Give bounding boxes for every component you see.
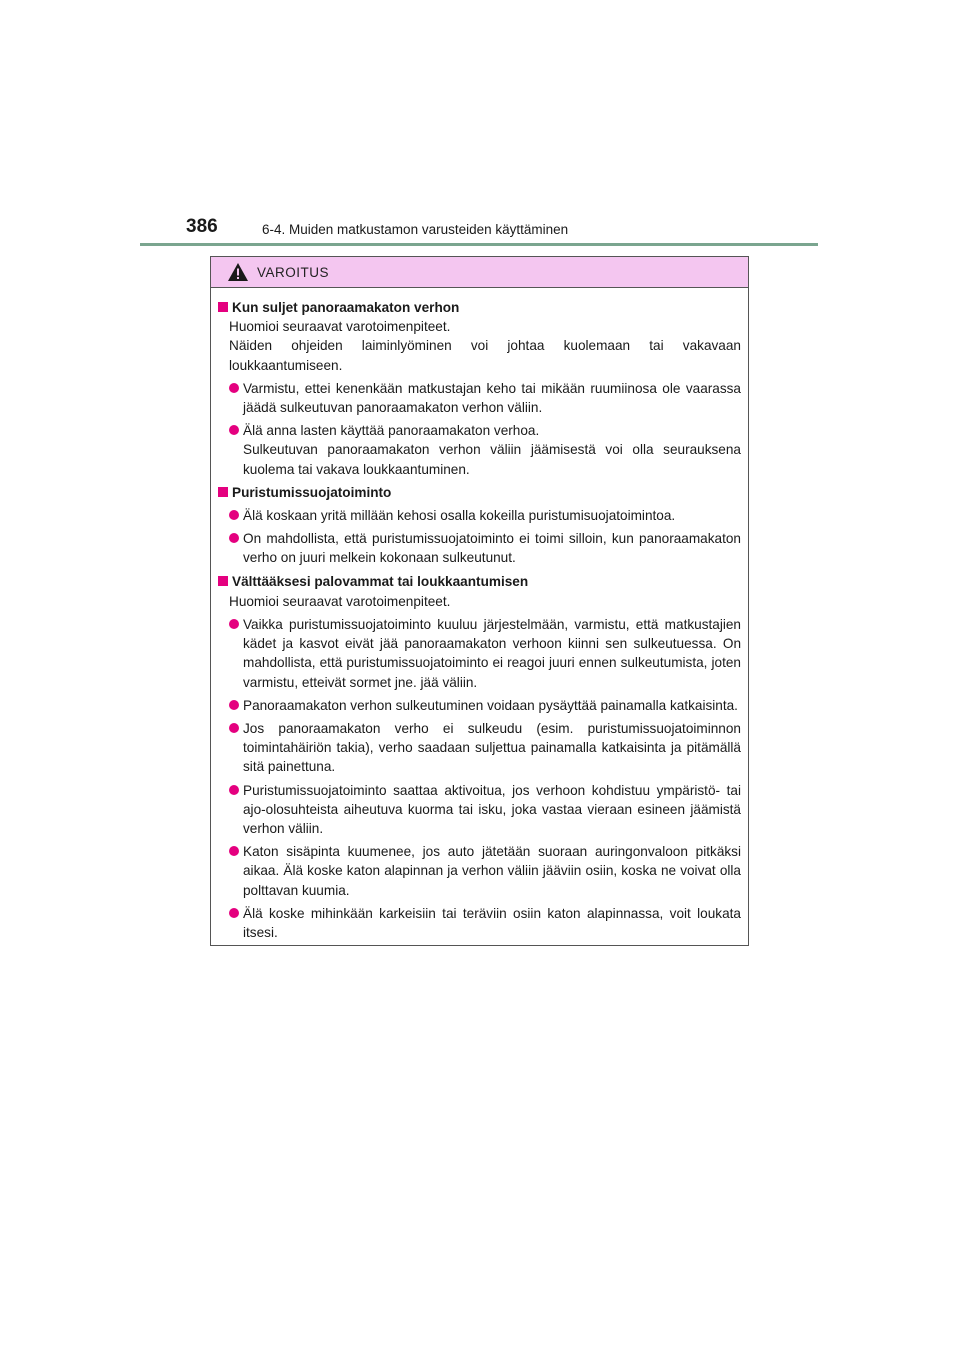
warning-body — [211, 288, 748, 942]
bullet-text: Sulkeutuvan panoraamakaton verhon väliin jäämisestä voi olla seurauksena kuolema tai vakava loukkaantuminen. — [243, 442, 741, 477]
warning-box — [210, 256, 749, 946]
intro-line: Huomioi seuraavat varotoimenpiteet. — [229, 593, 451, 609]
bullet-text: Älä koske mihinkään karkeisiin tai teräviin osiin katon alapinnassa, voit loukata itsesi. — [243, 905, 741, 941]
section-heading — [218, 572, 741, 591]
dot-bullet-icon — [229, 785, 239, 795]
intro-line: Huomioi seuraavat varotoimenpiteet. — [229, 319, 451, 335]
bullet-item — [218, 842, 741, 900]
bullet-item — [218, 529, 741, 567]
bullet-text: Katon sisäpinta kuumenee, jos auto jätetään suoraan auringonvaloon pitkäksi aikaa. Älä koske katon alapinnan ja verhon väliin jääviin osiin, koska ne voivat olla polttavan kuumia. — [243, 844, 741, 898]
dot-bullet-icon — [229, 425, 239, 435]
dot-bullet-icon — [229, 723, 239, 733]
bullet-item — [218, 615, 741, 692]
warning-section — [218, 483, 741, 568]
dot-bullet-icon — [229, 908, 239, 918]
square-bullet-icon — [218, 302, 228, 312]
bullet-item — [218, 904, 741, 942]
bullet-item — [218, 506, 741, 525]
dot-bullet-icon — [229, 533, 239, 543]
warning-section — [218, 298, 741, 479]
intro-line: Näiden ohjeiden laiminlyöminen voi johtaa kuolemaan tai vakavaan loukkaantumiseen. — [229, 338, 741, 373]
page-number: 386 — [186, 216, 218, 237]
section-heading — [218, 483, 741, 502]
bullet-text: Älä koskaan yritä millään kehosi osalla kokeilla puristumisuojatoimintoa. — [243, 508, 676, 524]
section-intro — [218, 317, 741, 375]
section-heading-text: Puristumissuojatoiminto — [232, 484, 392, 500]
square-bullet-icon — [218, 576, 228, 586]
warning-triangle-icon — [227, 262, 249, 282]
square-bullet-icon — [218, 487, 228, 497]
bullet-text: Jos panoraamakaton verho ei sulkeudu (esim. puristumissuojatoiminnon toimintahäiriön takia), verho saadaan suljettua painamalla katkaisinta ja pitämällä sitä painettuna. — [243, 721, 741, 775]
bullet-text: Panoraamakaton verhon sulkeutuminen voidaan pysäyttää painamalla katkaisinta. — [243, 697, 738, 713]
bullet-text: Vaikka puristumissuojatoiminto kuuluu järjestelmään, varmistu, että matkustajien kädet ja kasvot eivät jää panoraamakaton verhoon kiinni sen sulkeutuessa. On mahdollista, että puristumissuojatoiminto ei reagoi juuri ennen sulkeutumista, joten varmistu, etteivät sormet jne. jää väliin. — [243, 617, 741, 690]
bullet-text: Varmistu, ettei kenenkään matkustajan keho tai mikään ruumiinosa ole vaarassa jäädä sulkeutuvan panoraamakaton verhon väliin. — [243, 380, 741, 416]
bullet-text: Puristumissuojatoiminto saattaa aktivoitua, jos verhoon kohdistuu ympäristö- tai ajo-olosuhteista aiheutuva kuorma tai isku, joka vastaa vieraan esineen jäämistä verhon väliin. — [243, 782, 741, 837]
section-intro — [218, 592, 741, 611]
bullet-item — [218, 421, 741, 479]
bullet-item — [218, 719, 741, 777]
bullet-item — [218, 696, 741, 715]
section-heading-text: Kun suljet panoraamakaton verhon — [232, 300, 460, 315]
warning-section — [218, 572, 741, 943]
warning-label: VAROITUS — [257, 264, 330, 280]
bullet-text: Älä anna lasten käyttää panoraamakaton verhoa. — [243, 423, 540, 439]
dot-bullet-icon — [229, 383, 239, 393]
warning-header — [211, 257, 748, 288]
section-heading — [218, 298, 741, 317]
header-rule — [140, 243, 818, 246]
dot-bullet-icon — [229, 619, 239, 629]
bullet-text: On mahdollista, että puristumissuojatoiminto ei toimi silloin, kun panoraamakaton verho on juuri melkein kokonaan sulkeutunut. — [243, 531, 741, 566]
bullet-item — [218, 379, 741, 417]
dot-bullet-icon — [229, 700, 239, 710]
section-heading-text: Välttääksesi palovammat tai loukkaantumisen — [232, 573, 529, 589]
dot-bullet-icon — [229, 510, 239, 520]
dot-bullet-icon — [229, 846, 239, 856]
chapter-title: 6-4. Muiden matkustamon varusteiden käyttäminen — [262, 222, 569, 237]
bullet-item — [218, 781, 741, 839]
